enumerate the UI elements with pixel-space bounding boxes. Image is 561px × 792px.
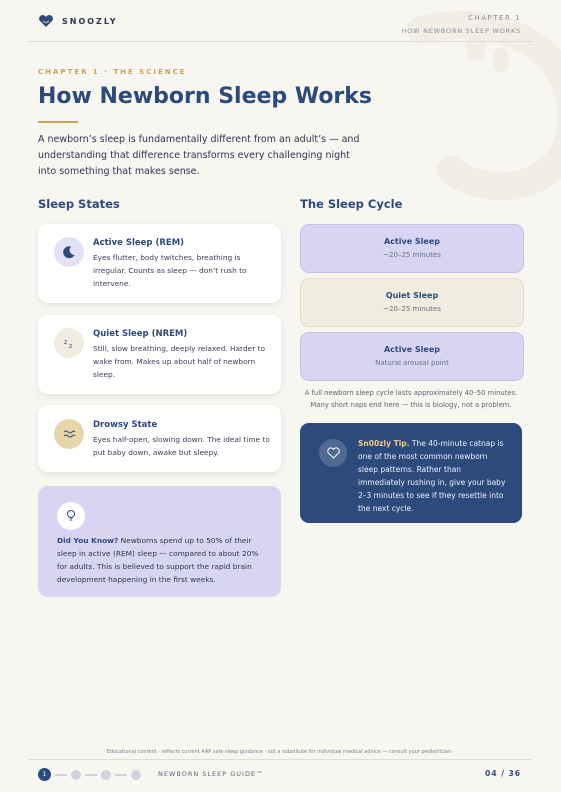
- tip-text: [358, 437, 508, 515]
- footer-guide-title: NEWBORN SLEEP GUIDE™: [158, 770, 264, 778]
- brand-name: SNOOZLY: [62, 16, 118, 26]
- sleep-cycle-heading: The Sleep Cycle: [300, 197, 403, 211]
- heart-icon: [319, 439, 347, 467]
- state-title: Drowsy State: [93, 420, 158, 430]
- intro-paragraph: A newborn’s sleep is fundamentally different from an adult’s — and understanding that difference transforms every challenging night into something that makes sense.: [38, 134, 360, 177]
- cycle-phase-duration: ~20–25 minutes: [383, 305, 441, 313]
- running-header-title: HOW NEWBORN SLEEP WORKS: [401, 27, 521, 35]
- state-card-quiet: [38, 315, 281, 394]
- lightbulb-icon: [57, 502, 85, 530]
- did-you-know-body: Newborns spend up to 50% of their sleep in active (REM) sleep — compared to about 20% for adults. This is believed to support the rapid brain development happening in the first weeks.: [57, 536, 259, 584]
- heart-logo-icon: [38, 14, 54, 28]
- running-header-chapter: CHAPTER 1: [468, 14, 521, 22]
- did-you-know-callout: [38, 486, 281, 597]
- chapter-kicker: CHAPTER 1 · THE SCIENCE: [38, 68, 187, 76]
- state-description: Still, slow breathing, deeply relaxed. Harder to wake from. Makes up about half of newborn sleep.: [93, 344, 266, 379]
- chapter-progress: [38, 768, 141, 781]
- header-divider: [28, 41, 533, 42]
- cycle-phase-title: Active Sleep: [383, 345, 440, 354]
- svg-text:z: z: [69, 343, 73, 350]
- running-header: [401, 14, 521, 35]
- cycle-phase-title: Quiet Sleep: [385, 291, 439, 300]
- state-title: Quiet Sleep (NREM): [93, 329, 188, 339]
- progress-dot: [131, 770, 141, 780]
- progress-connector: [85, 774, 97, 776]
- state-title: Active Sleep (REM): [93, 238, 185, 248]
- snoozly-tip-callout: [300, 423, 522, 523]
- waves-icon: [54, 419, 84, 449]
- brand: [38, 14, 118, 28]
- page-title: How Newborn Sleep Works: [38, 84, 373, 109]
- footer-divider: [28, 759, 533, 760]
- state-card-active: [38, 224, 281, 303]
- did-you-know-text: [57, 534, 267, 586]
- cycle-phase-quiet: [300, 278, 524, 327]
- cycle-phase-duration: Natural arousal point: [375, 359, 449, 367]
- cycle-phase-duration: ~20–25 minutes: [383, 251, 441, 259]
- cycle-note: A full newborn sleep cycle lasts approximately 40–50 minutes. Many short naps end here — this is biology, not a problem.: [304, 389, 518, 409]
- state-description: Eyes half-open, slowing down. The ideal time to put baby down, awake but sleepy.: [93, 435, 270, 457]
- cycle-phase-title: Active Sleep: [383, 237, 440, 246]
- state-description: Eyes flutter, body twitches, breathing is irregular. Counts as sleep — don’t rush to intervene.: [93, 253, 247, 288]
- zz-icon: [54, 328, 84, 358]
- moon-icon: [54, 237, 84, 267]
- progress-dot: [101, 770, 111, 780]
- progress-dot-current: 1: [38, 768, 51, 781]
- title-underline: [38, 121, 78, 123]
- tip-label: Sn00zly Tip.: [358, 439, 410, 448]
- disclaimer: Educational content · reflects current AAP safe sleep guidance · not a substitute for individual medical advice — consult your pediatrician ·: [106, 749, 455, 755]
- cycle-phase-arousal: [300, 332, 524, 381]
- svg-text:z: z: [64, 339, 68, 346]
- progress-connector: [55, 774, 67, 776]
- cycle-phase-active: [300, 224, 524, 273]
- sleep-states-heading: Sleep States: [38, 197, 120, 211]
- page-number: 04 / 36: [485, 769, 521, 778]
- progress-connector: [115, 774, 127, 776]
- state-card-drowsy: [38, 405, 281, 472]
- tip-body: The 40-minute catnap is one of the most common newborn sleep patterns. Rather than immediately rushing in, give your baby 2–3 minutes to see if they resettle into the next cycle.: [358, 439, 506, 513]
- did-you-know-label: Did You Know?: [57, 536, 119, 545]
- progress-dot: [71, 770, 81, 780]
